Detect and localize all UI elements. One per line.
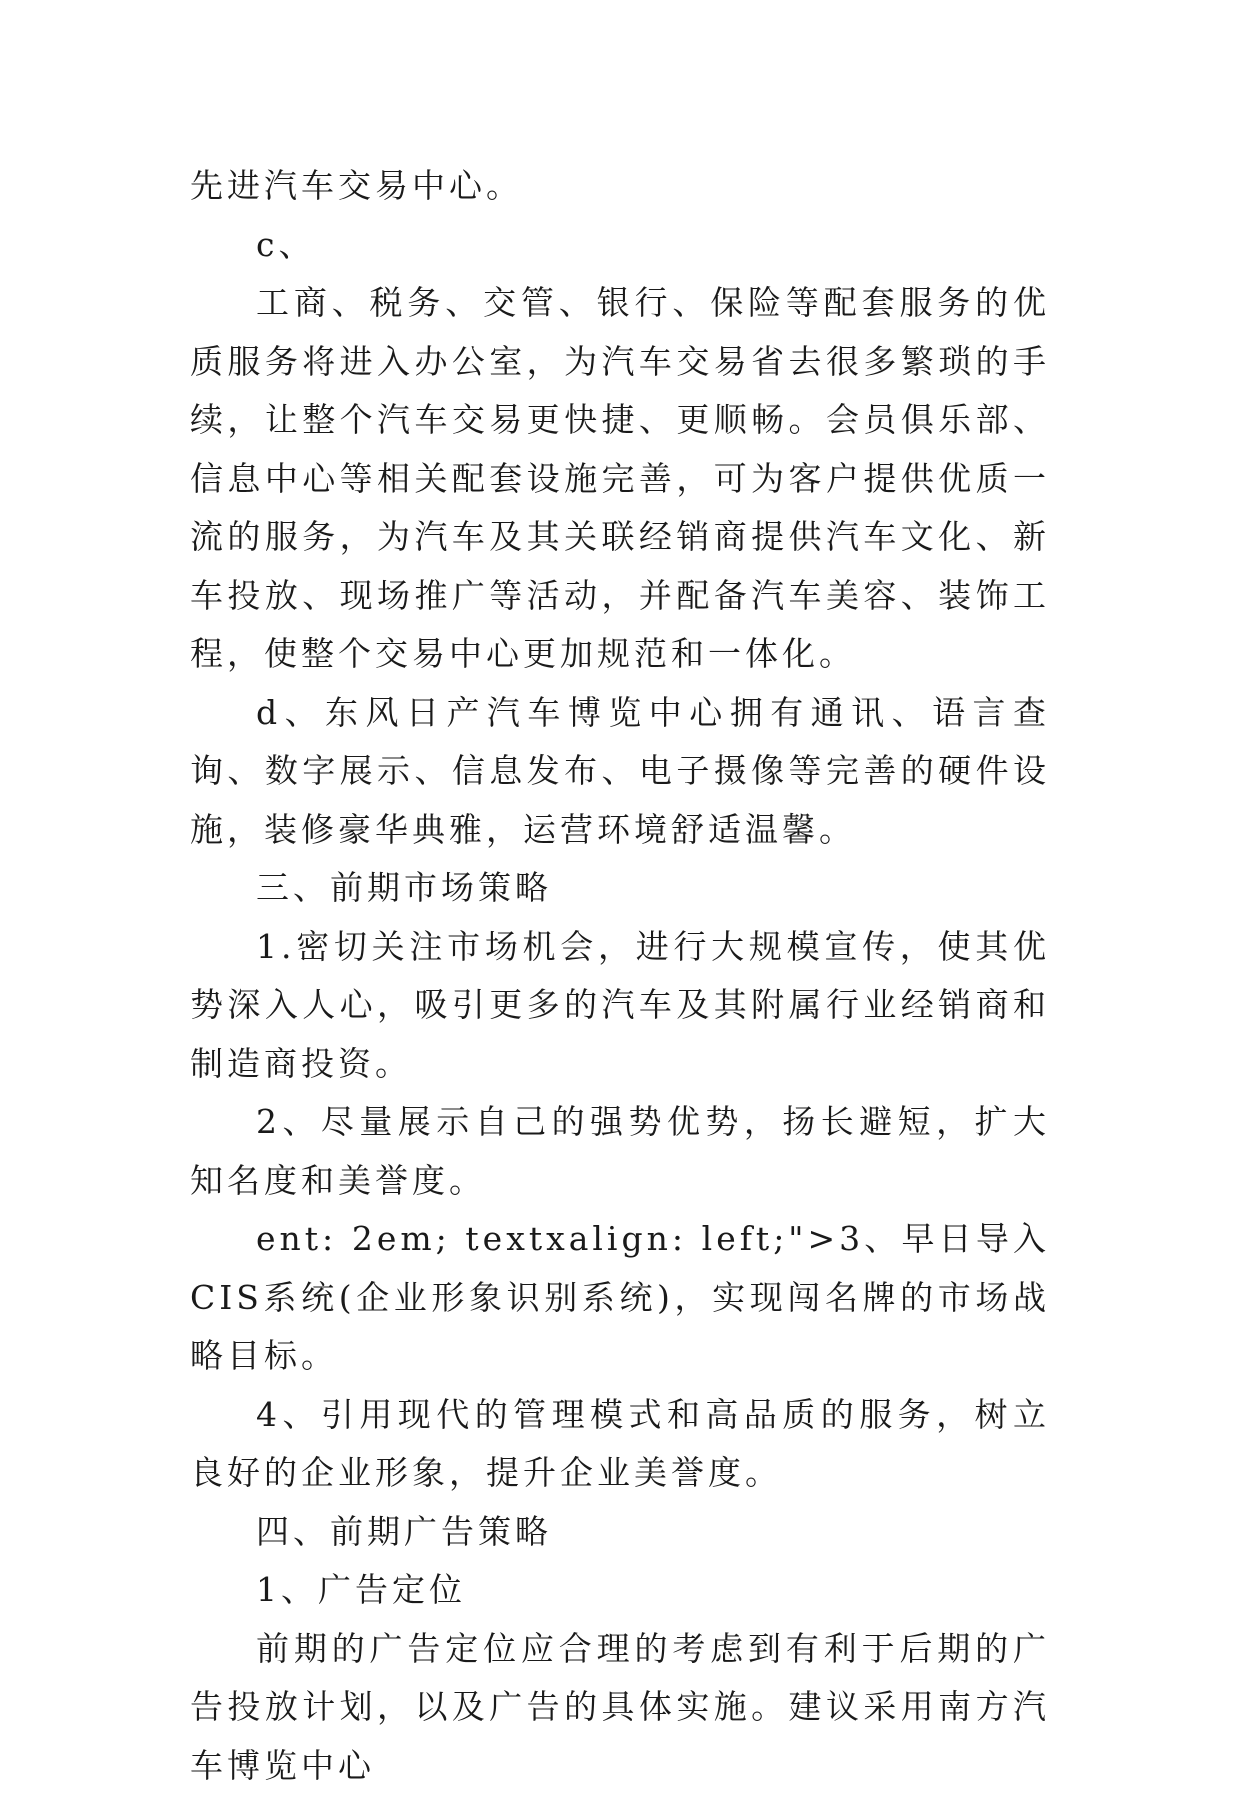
document-body <box>190 157 1050 1795</box>
paragraph-7: 2、尽量展示自己的强势优势，扬长避短，扩大知名度和美誉度。 <box>190 1093 1050 1210</box>
section-heading-3: 三、前期市场策略 <box>190 859 1050 918</box>
paragraph-6: 1.密切关注市场机会，进行大规模宣传，使其优势深入人心，吸引更多的汽车及其附属行业经销商和制造商投资。 <box>190 918 1050 1094</box>
paragraph-8: ent: 2em; textxalign: left;">3、早日导入CIS系统(企业形象识别系统)，实现闯名牌的市场战略目标。 <box>190 1210 1050 1386</box>
paragraph-4: d、东风日产汽车博览中心拥有通讯、语言查询、数字展示、信息发布、电子摄像等完善的硬件设施，装修豪华典雅，运营环境舒适温馨。 <box>190 684 1050 860</box>
paragraph-9: 4、引用现代的管理模式和高品质的服务，树立良好的企业形象，提升企业美誉度。 <box>190 1386 1050 1503</box>
subheading-ad-positioning: 1、广告定位 <box>190 1561 1050 1620</box>
section-heading-4: 四、前期广告策略 <box>190 1503 1050 1562</box>
paragraph-12: 前期的广告定位应合理的考虑到有利于后期的广告投放计划，以及广告的具体实施。建议采用南方汽车博览中心 <box>190 1620 1050 1795</box>
paragraph-1: 先进汽车交易中心。 <box>190 157 1050 216</box>
paragraph-3: 工商、税务、交管、银行、保险等配套服务的优质服务将进入办公室，为汽车交易省去很多繁琐的手续，让整个汽车交易更快捷、更顺畅。会员俱乐部、信息中心等相关配套设施完善，可为客户提供优质一流的服务，为汽车及其关联经销商提供汽车文化、新车投放、现场推广等活动，并配备汽车美容、装饰工程，使整个交易中心更加规范和一体化。 <box>190 274 1050 684</box>
paragraph-2: c、 <box>190 216 1050 275</box>
